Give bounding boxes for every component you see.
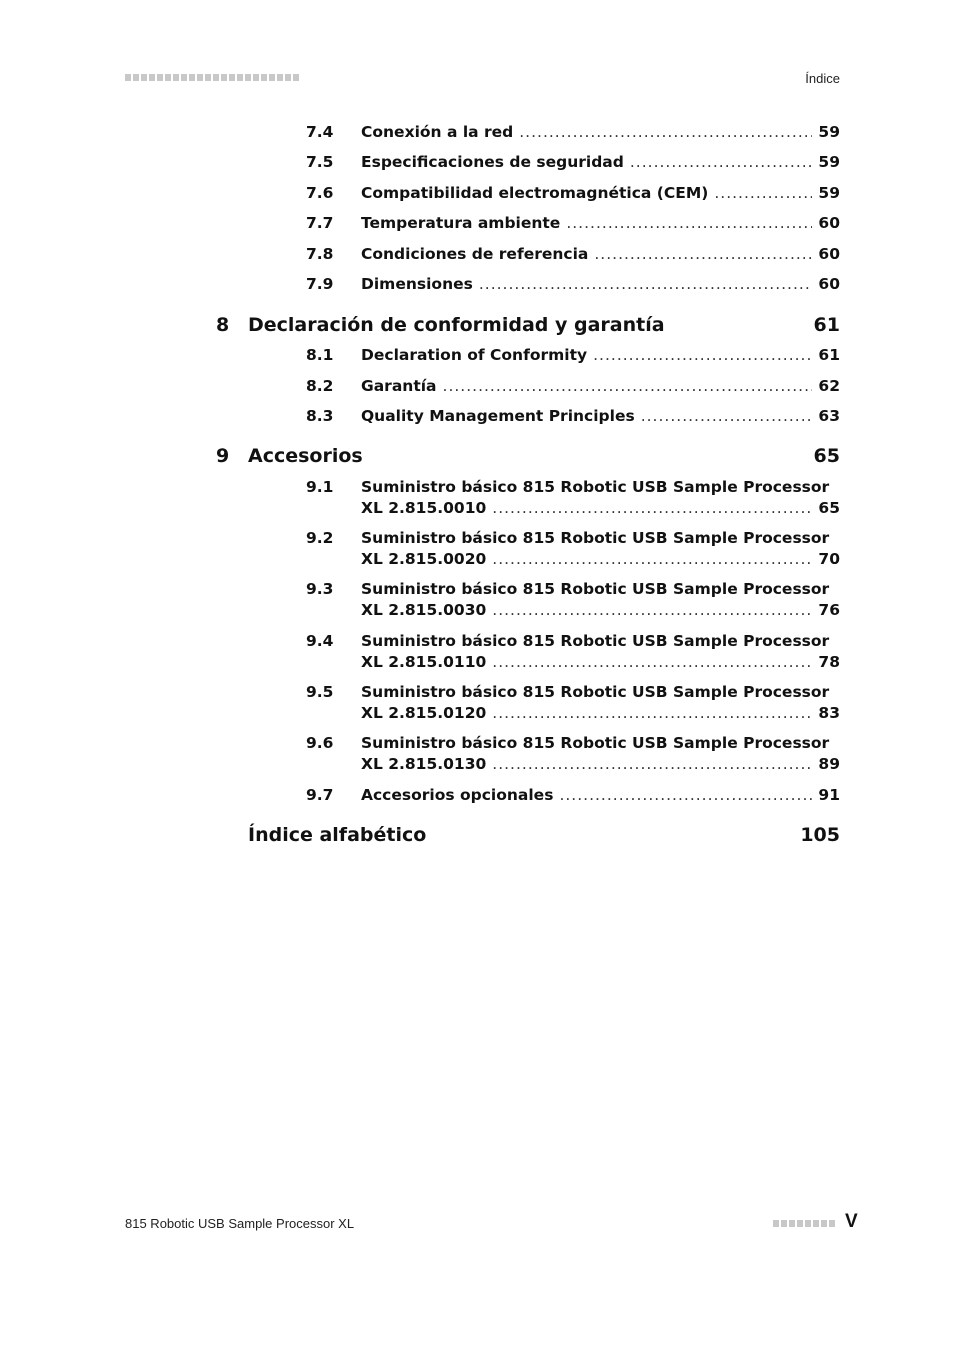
chapter-title: Índice alfabético bbox=[248, 824, 427, 846]
dot-leader bbox=[630, 153, 813, 171]
dot-leader bbox=[559, 786, 812, 804]
toc-page: 89 bbox=[818, 755, 840, 773]
chapter-title: Declaración de conformidad y garantía bbox=[248, 314, 665, 336]
dot-leader bbox=[519, 123, 812, 141]
toc-title: Suministro básico 815 Robotic USB Sample Processor bbox=[361, 734, 830, 752]
dot-leader bbox=[492, 653, 812, 671]
chapter-number: 9 bbox=[216, 445, 230, 467]
dot-leader bbox=[594, 245, 812, 263]
toc-title: Especificaciones de seguridad bbox=[361, 153, 624, 171]
toc-title: Condiciones de referencia bbox=[361, 245, 589, 263]
toc-title: Conexión a la red bbox=[361, 123, 514, 141]
chapter-page: 61 bbox=[813, 314, 840, 336]
toc-title-cont: XL 2.815.0130 bbox=[361, 755, 487, 773]
footer-product: 815 Robotic USB Sample Processor XL bbox=[125, 1216, 355, 1231]
toc-chapter-8[interactable] bbox=[216, 314, 840, 336]
toc-title: Suministro básico 815 Robotic USB Sample Processor bbox=[361, 529, 830, 547]
toc-number: 8.3 bbox=[306, 407, 334, 425]
footer-page-number: V bbox=[845, 1211, 858, 1232]
dot-leader bbox=[443, 377, 813, 395]
toc-title-cont: XL 2.815.0110 bbox=[361, 653, 487, 671]
chapter-page: 105 bbox=[800, 824, 840, 846]
toc-page: 78 bbox=[818, 653, 840, 671]
toc-number: 9.5 bbox=[306, 683, 334, 701]
toc-number: 7.9 bbox=[306, 275, 334, 293]
toc-title: Garantía bbox=[361, 377, 437, 395]
toc-page: 60 bbox=[818, 275, 840, 293]
toc-page: 59 bbox=[818, 153, 840, 171]
toc-number: 9.4 bbox=[306, 632, 334, 650]
toc-number: 9.6 bbox=[306, 734, 334, 752]
toc-page: 65 bbox=[818, 499, 840, 517]
toc-page: 60 bbox=[818, 245, 840, 263]
toc-number: 7.4 bbox=[306, 123, 334, 141]
chapter-page: 65 bbox=[813, 445, 840, 467]
toc-title-cont: XL 2.815.0120 bbox=[361, 704, 487, 722]
dot-leader bbox=[566, 214, 812, 232]
toc-title-cont: XL 2.815.0010 bbox=[361, 499, 487, 517]
dot-leader bbox=[492, 550, 812, 568]
toc-page: 59 bbox=[818, 184, 840, 202]
toc-chapter-9[interactable] bbox=[216, 445, 840, 467]
dot-leader bbox=[641, 407, 813, 425]
toc-title-cont: XL 2.815.0030 bbox=[361, 601, 487, 619]
dot-leader bbox=[593, 346, 812, 364]
toc-title: Suministro básico 815 Robotic USB Sample Processor bbox=[361, 580, 830, 598]
dot-leader bbox=[492, 755, 812, 773]
toc-number: 8.1 bbox=[306, 346, 334, 364]
dot-leader bbox=[479, 275, 813, 293]
toc-title: Suministro básico 815 Robotic USB Sample Processor bbox=[361, 632, 830, 650]
header-title: Índice bbox=[805, 71, 840, 86]
toc-title: Suministro básico 815 Robotic USB Sample Processor bbox=[361, 478, 830, 496]
toc-page: 91 bbox=[818, 786, 840, 804]
toc-title: Accesorios opcionales bbox=[361, 786, 554, 804]
toc-page: 83 bbox=[818, 704, 840, 722]
toc-title: Compatibilidad electromagnética (CEM) bbox=[361, 184, 709, 202]
toc-number: 9.2 bbox=[306, 529, 334, 547]
toc-title: Declaration of Conformity bbox=[361, 346, 588, 364]
chapter-title: Accesorios bbox=[248, 445, 363, 467]
toc-page: 60 bbox=[818, 214, 840, 232]
chapter-number-empty bbox=[216, 824, 248, 846]
toc-title: Quality Management Principles bbox=[361, 407, 635, 425]
toc-title-cont: XL 2.815.0020 bbox=[361, 550, 487, 568]
toc-number: 8.2 bbox=[306, 377, 334, 395]
toc-page: 70 bbox=[818, 550, 840, 568]
toc-number: 7.5 bbox=[306, 153, 334, 171]
dot-leader bbox=[714, 184, 812, 202]
toc-page: 76 bbox=[818, 601, 840, 619]
dot-leader bbox=[492, 601, 812, 619]
footer-decoration bbox=[773, 1220, 835, 1227]
dot-leader bbox=[492, 499, 812, 517]
toc-number: 9.3 bbox=[306, 580, 334, 598]
toc-page: 59 bbox=[818, 123, 840, 141]
chapter-number: 8 bbox=[216, 314, 230, 336]
toc-number: 7.8 bbox=[306, 245, 334, 263]
dot-leader bbox=[492, 704, 812, 722]
toc-number: 9.7 bbox=[306, 786, 334, 804]
header-decoration bbox=[125, 74, 299, 81]
toc-title: Suministro básico 815 Robotic USB Sample Processor bbox=[361, 683, 830, 701]
toc-index[interactable] bbox=[216, 824, 840, 846]
toc-number: 9.1 bbox=[306, 478, 334, 496]
toc-page: 63 bbox=[818, 407, 840, 425]
toc-page: 62 bbox=[818, 377, 840, 395]
toc-number: 7.7 bbox=[306, 214, 334, 232]
toc-number: 7.6 bbox=[306, 184, 334, 202]
toc-page: 61 bbox=[818, 346, 840, 364]
toc-title: Temperatura ambiente bbox=[361, 214, 561, 232]
toc-title: Dimensiones bbox=[361, 275, 473, 293]
